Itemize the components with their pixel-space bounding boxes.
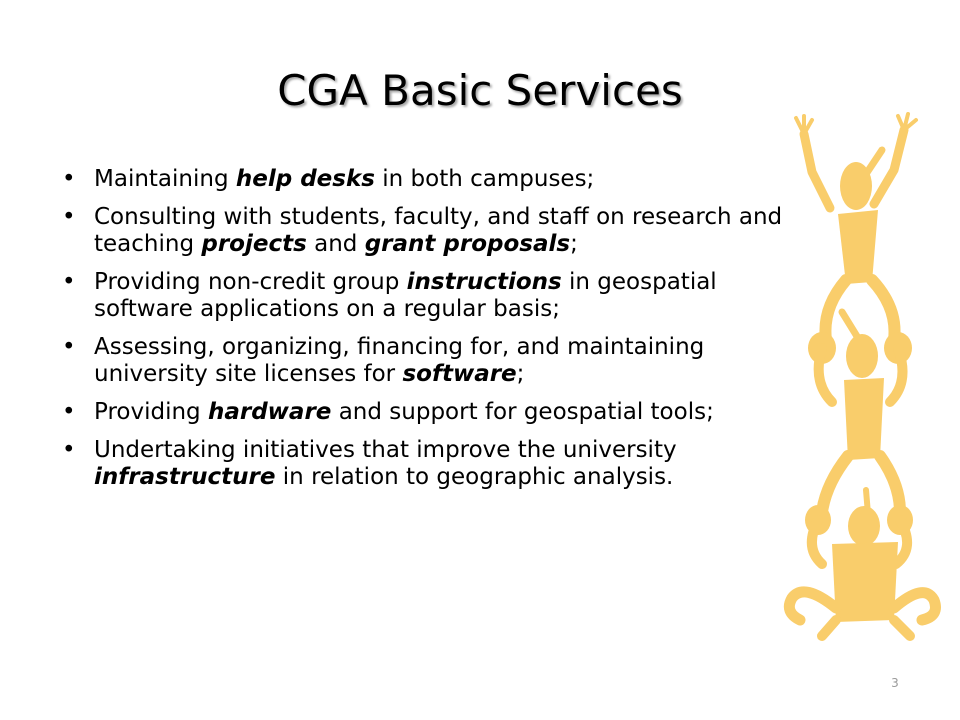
bullet-emphasis: hardware	[207, 399, 332, 425]
bullet-item	[62, 399, 812, 426]
page-number: 3	[891, 676, 899, 690]
bullet-text: Undertaking initiatives that improve the university	[94, 437, 677, 463]
bullet-text: and	[306, 231, 365, 257]
bullet-list	[62, 166, 812, 502]
bullet-emphasis: software	[402, 361, 517, 387]
middle-figure	[808, 312, 912, 512]
stacked-figures-illustration	[782, 112, 942, 642]
bullet-text: ;	[516, 361, 525, 387]
bullet-text: in both campuses;	[374, 166, 595, 192]
bullet-item	[62, 204, 812, 258]
bullet-emphasis: projects	[201, 231, 307, 257]
bullet-text: in relation to geographic analysis.	[275, 464, 674, 490]
top-figure	[796, 114, 916, 340]
bottom-figure	[789, 490, 935, 636]
bullet-item	[62, 269, 812, 323]
bullet-text: in geospatial software applications on a regular basis;	[94, 269, 717, 322]
bullet-emphasis: infrastructure	[94, 464, 276, 490]
bullet-text: Assessing, organizing, financing for, and maintaining university site licenses for	[94, 334, 705, 387]
bullet-text: Providing non-credit group	[94, 269, 407, 295]
bullet-text: Maintaining	[94, 166, 236, 192]
bullet-item	[62, 166, 812, 193]
bullet-emphasis: grant proposals	[364, 231, 571, 257]
bullet-text: Providing	[94, 399, 208, 425]
bullet-text: and support for geospatial tools;	[331, 399, 714, 425]
bullet-text: Consulting with students, faculty, and staff on research and teaching	[94, 204, 783, 257]
bullet-item	[62, 437, 812, 491]
bullet-emphasis: instructions	[406, 269, 562, 295]
slide-title: CGA Basic Services	[277, 66, 683, 115]
bullet-item	[62, 334, 812, 388]
bullet-text: ;	[570, 231, 578, 257]
bullet-emphasis: help desks	[235, 166, 375, 192]
